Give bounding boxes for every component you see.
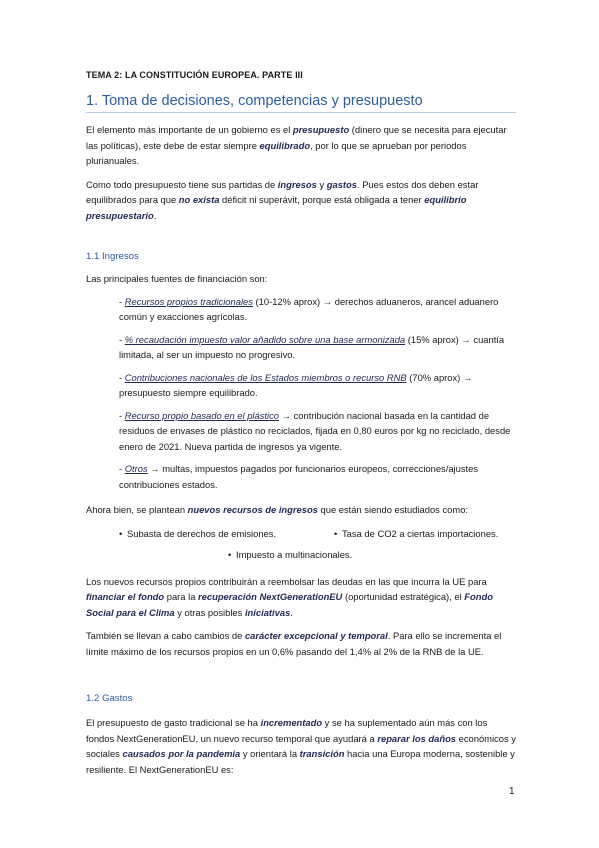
list-item: - % recaudación impuesto valor añadido sobre una base armonizada (15% aprox) → cuantía limitada, al ser un impuesto no progresivo.: [119, 333, 505, 360]
list-item: - Recurso propio basado en el plástico → contribución nacional basada en la cantidad de residuos de envases de plástico no reciclados, fijada en 0,80 euros por kg no reciclado, desde enero de 2021. Nueva partida de ingresos ya vigente.: [119, 409, 511, 452]
paragraph-repayment: Los nuevos recursos propios contribuirán a reembolsar las deudas en las que incurra la UE para financiar el fondo para la recuperación NextGenerationEU (oportunidad estratégica), el Fondo Social para el Clima y otras posibles iniciativas.: [86, 575, 493, 618]
list-item: - Otros → multas, impuestos pagados por funcionarios europeos, correcciones/ajustes contribuciones estados.: [119, 463, 479, 490]
subsection-heading-gastos: 1.2 Gastos: [86, 693, 133, 704]
list-item: - Recursos propios tradicionales (10-12% aprox) → derechos aduaneros, arancel aduanero común y exacciones agrícolas.: [119, 295, 499, 322]
list-item: - Contribuciones nacionales de los Estados miembros o recurso RNB (70% aprox) → presupuesto siempre equilibrado.: [119, 371, 473, 398]
paragraph-new-resources: Ahora bien, se plantean nuevos recursos de ingresos que están siendo estudiados como:: [86, 504, 469, 515]
bullet-icon: •: [228, 548, 232, 560]
topic-kicker: TEMA 2: LA CONSTITUCIÓN EUROPEA. PARTE III: [86, 70, 303, 80]
bullet-item: • Impuesto a multinacionales.: [228, 548, 353, 560]
paragraph-balance: Como todo presupuesto tiene sus partidas de ingresos y gastos. Pues estos dos deben estar equilibrados para que no exista déficit ni superávit, porque está obligada a tener equilibrio presupuestario.: [86, 178, 479, 221]
page-number: 1: [509, 786, 515, 797]
paragraph-intro: Las principales fuentes de financiación son:: [86, 273, 268, 284]
bullet-icon: •: [119, 527, 123, 539]
bullet-item: • Tasa de CO2 a ciertas importaciones.: [334, 527, 499, 539]
paragraph-spending: El presupuesto de gasto tradicional se ha incrementado y se ha suplementado aún más con los fondos NextGenerationEU, un nuevo recurso temporal que ayudará a reparar los daños económicos y sociales causados por la pandemia y orientará la transición hacia una Europa moderna, sostenible y resiliente. El NextGenerationEU es:: [86, 717, 516, 775]
bullet-row: [86, 547, 516, 564]
paragraph-changes: También se llevan a cabo cambios de carácter excepcional y temporal. Para ello se incrementa el límite máximo de los recursos propios en un 0,6% pasando del 1,4% al 2% de la RNB de la UE.: [86, 630, 502, 657]
section-title: 1. Toma de decisiones, competencias y presupuesto: [86, 93, 516, 113]
subsection-heading-ingresos: 1.1 Ingresos: [86, 251, 139, 262]
document-page: [86, 60, 516, 777]
bullet-item: • Subasta de derechos de emisiones.: [119, 527, 277, 539]
bullet-icon: •: [334, 527, 338, 539]
paragraph-budget: El elemento más importante de un gobierno es el presupuesto (dinero que se necesita para ejecutar las políticas), este debe de estar siempre equilibrado, por lo que se aprueban por periodos plurianuales.: [86, 124, 507, 166]
bullet-row: [86, 524, 516, 541]
